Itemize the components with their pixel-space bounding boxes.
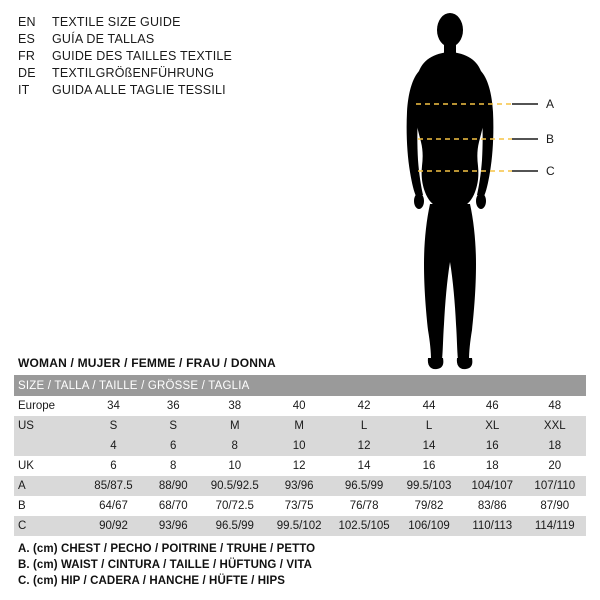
row-cell: 93/96 [267, 476, 331, 496]
size-table-section [14, 356, 586, 536]
row-cell: 10 [267, 436, 331, 456]
row-cell: 38 [202, 396, 267, 416]
language-title: GUIDA ALLE TAGLIE TESSILI [52, 83, 226, 97]
marker-label-a: A [546, 97, 555, 111]
row-cell: XL [461, 416, 524, 436]
row-label: UK [14, 456, 83, 476]
language-code: IT [18, 83, 30, 97]
row-cell: 40 [267, 396, 331, 416]
row-cell: 64/67 [83, 496, 145, 516]
row-cell: 102.5/105 [331, 516, 397, 536]
row-cell: 90/92 [83, 516, 145, 536]
row-cell: 79/82 [397, 496, 461, 516]
table-row [14, 456, 586, 476]
row-cell: M [202, 416, 267, 436]
language-list [18, 14, 348, 99]
row-cell: 18 [461, 456, 524, 476]
row-cell: 76/78 [331, 496, 397, 516]
language-code: ES [18, 32, 36, 46]
row-cell: 12 [267, 456, 331, 476]
row-cell: 20 [524, 456, 586, 476]
table-row [14, 476, 586, 496]
language-title: TEXTILGRÖßENFÜHRUNG [52, 66, 215, 80]
row-cell: 16 [397, 456, 461, 476]
language-code: EN [18, 15, 36, 29]
row-cell: 106/109 [397, 516, 461, 536]
row-cell: 16 [461, 436, 524, 456]
language-row [18, 14, 348, 31]
row-cell: 34 [83, 396, 145, 416]
figure-panel [360, 8, 590, 378]
row-cell: 96.5/99 [202, 516, 267, 536]
row-cell: 42 [331, 396, 397, 416]
row-cell: 83/86 [461, 496, 524, 516]
woman-silhouette-icon [360, 8, 590, 378]
row-cell: 10 [202, 456, 267, 476]
table-row [14, 416, 586, 436]
row-cell: S [83, 416, 145, 436]
row-label: B [14, 496, 83, 516]
row-cell: 110/113 [461, 516, 524, 536]
row-cell: 68/70 [144, 496, 202, 516]
table-header-label: SIZE / TALLA / TAILLE / GRÖSSE / TAGLIA [14, 375, 586, 396]
row-label: C [14, 516, 83, 536]
row-cell: 8 [202, 436, 267, 456]
row-cell: 46 [461, 396, 524, 416]
row-cell: 4 [83, 436, 145, 456]
language-row [18, 82, 348, 99]
language-title: GUÍA DE TALLAS [52, 32, 155, 46]
row-cell: 44 [397, 396, 461, 416]
row-cell: 6 [83, 456, 145, 476]
row-cell: 99.5/102 [267, 516, 331, 536]
row-cell: 99.5/103 [397, 476, 461, 496]
row-cell: L [397, 416, 461, 436]
row-cell: 8 [144, 456, 202, 476]
row-cell: 12 [331, 436, 397, 456]
language-row [18, 65, 348, 82]
footnote-list [18, 541, 578, 589]
row-cell: 14 [331, 456, 397, 476]
row-cell: 96.5/99 [331, 476, 397, 496]
size-table [14, 375, 586, 536]
row-label: Europe [14, 396, 83, 416]
table-group-label: WOMAN / MUJER / FEMME / FRAU / DONNA [18, 356, 276, 370]
row-cell: L [331, 416, 397, 436]
row-cell: 36 [144, 396, 202, 416]
row-label: US [14, 416, 83, 436]
footnote-b: B. (cm) WAIST / CINTURA / TAILLE / HÜFTUNG / VITA [18, 559, 313, 571]
language-row [18, 31, 348, 48]
row-cell: XXL [524, 416, 586, 436]
table-row [14, 396, 586, 416]
footnote-c: C. (cm) HIP / CADERA / HANCHE / HÜFTE / HIPS [18, 575, 286, 587]
row-cell: M [267, 416, 331, 436]
row-cell: 88/90 [144, 476, 202, 496]
row-cell: 18 [524, 436, 586, 456]
row-cell: 107/110 [524, 476, 586, 496]
row-cell: 104/107 [461, 476, 524, 496]
table-header-row [14, 375, 586, 396]
marker-label-c: C [546, 164, 555, 178]
footnote-a: A. (cm) CHEST / PECHO / POITRINE / TRUHE / PETTO [18, 543, 316, 555]
language-title: GUIDE DES TAILLES TEXTILE [52, 49, 233, 63]
table-row [14, 496, 586, 516]
row-label [14, 436, 83, 456]
table-row [14, 516, 586, 536]
row-cell: 73/75 [267, 496, 331, 516]
row-cell: 87/90 [524, 496, 586, 516]
row-cell: 90.5/92.5 [202, 476, 267, 496]
row-cell: 85/87.5 [83, 476, 145, 496]
table-row [14, 436, 586, 456]
language-title: TEXTILE SIZE GUIDE [52, 15, 181, 29]
row-cell: 93/96 [144, 516, 202, 536]
row-cell: 14 [397, 436, 461, 456]
language-code: FR [18, 49, 36, 63]
language-code: DE [18, 66, 36, 80]
row-cell: 6 [144, 436, 202, 456]
row-cell: S [144, 416, 202, 436]
row-cell: 114/119 [524, 516, 586, 536]
language-row [18, 48, 348, 65]
marker-label-b: B [546, 132, 555, 146]
row-cell: 70/72.5 [202, 496, 267, 516]
row-cell: 48 [524, 396, 586, 416]
row-label: A [14, 476, 83, 496]
